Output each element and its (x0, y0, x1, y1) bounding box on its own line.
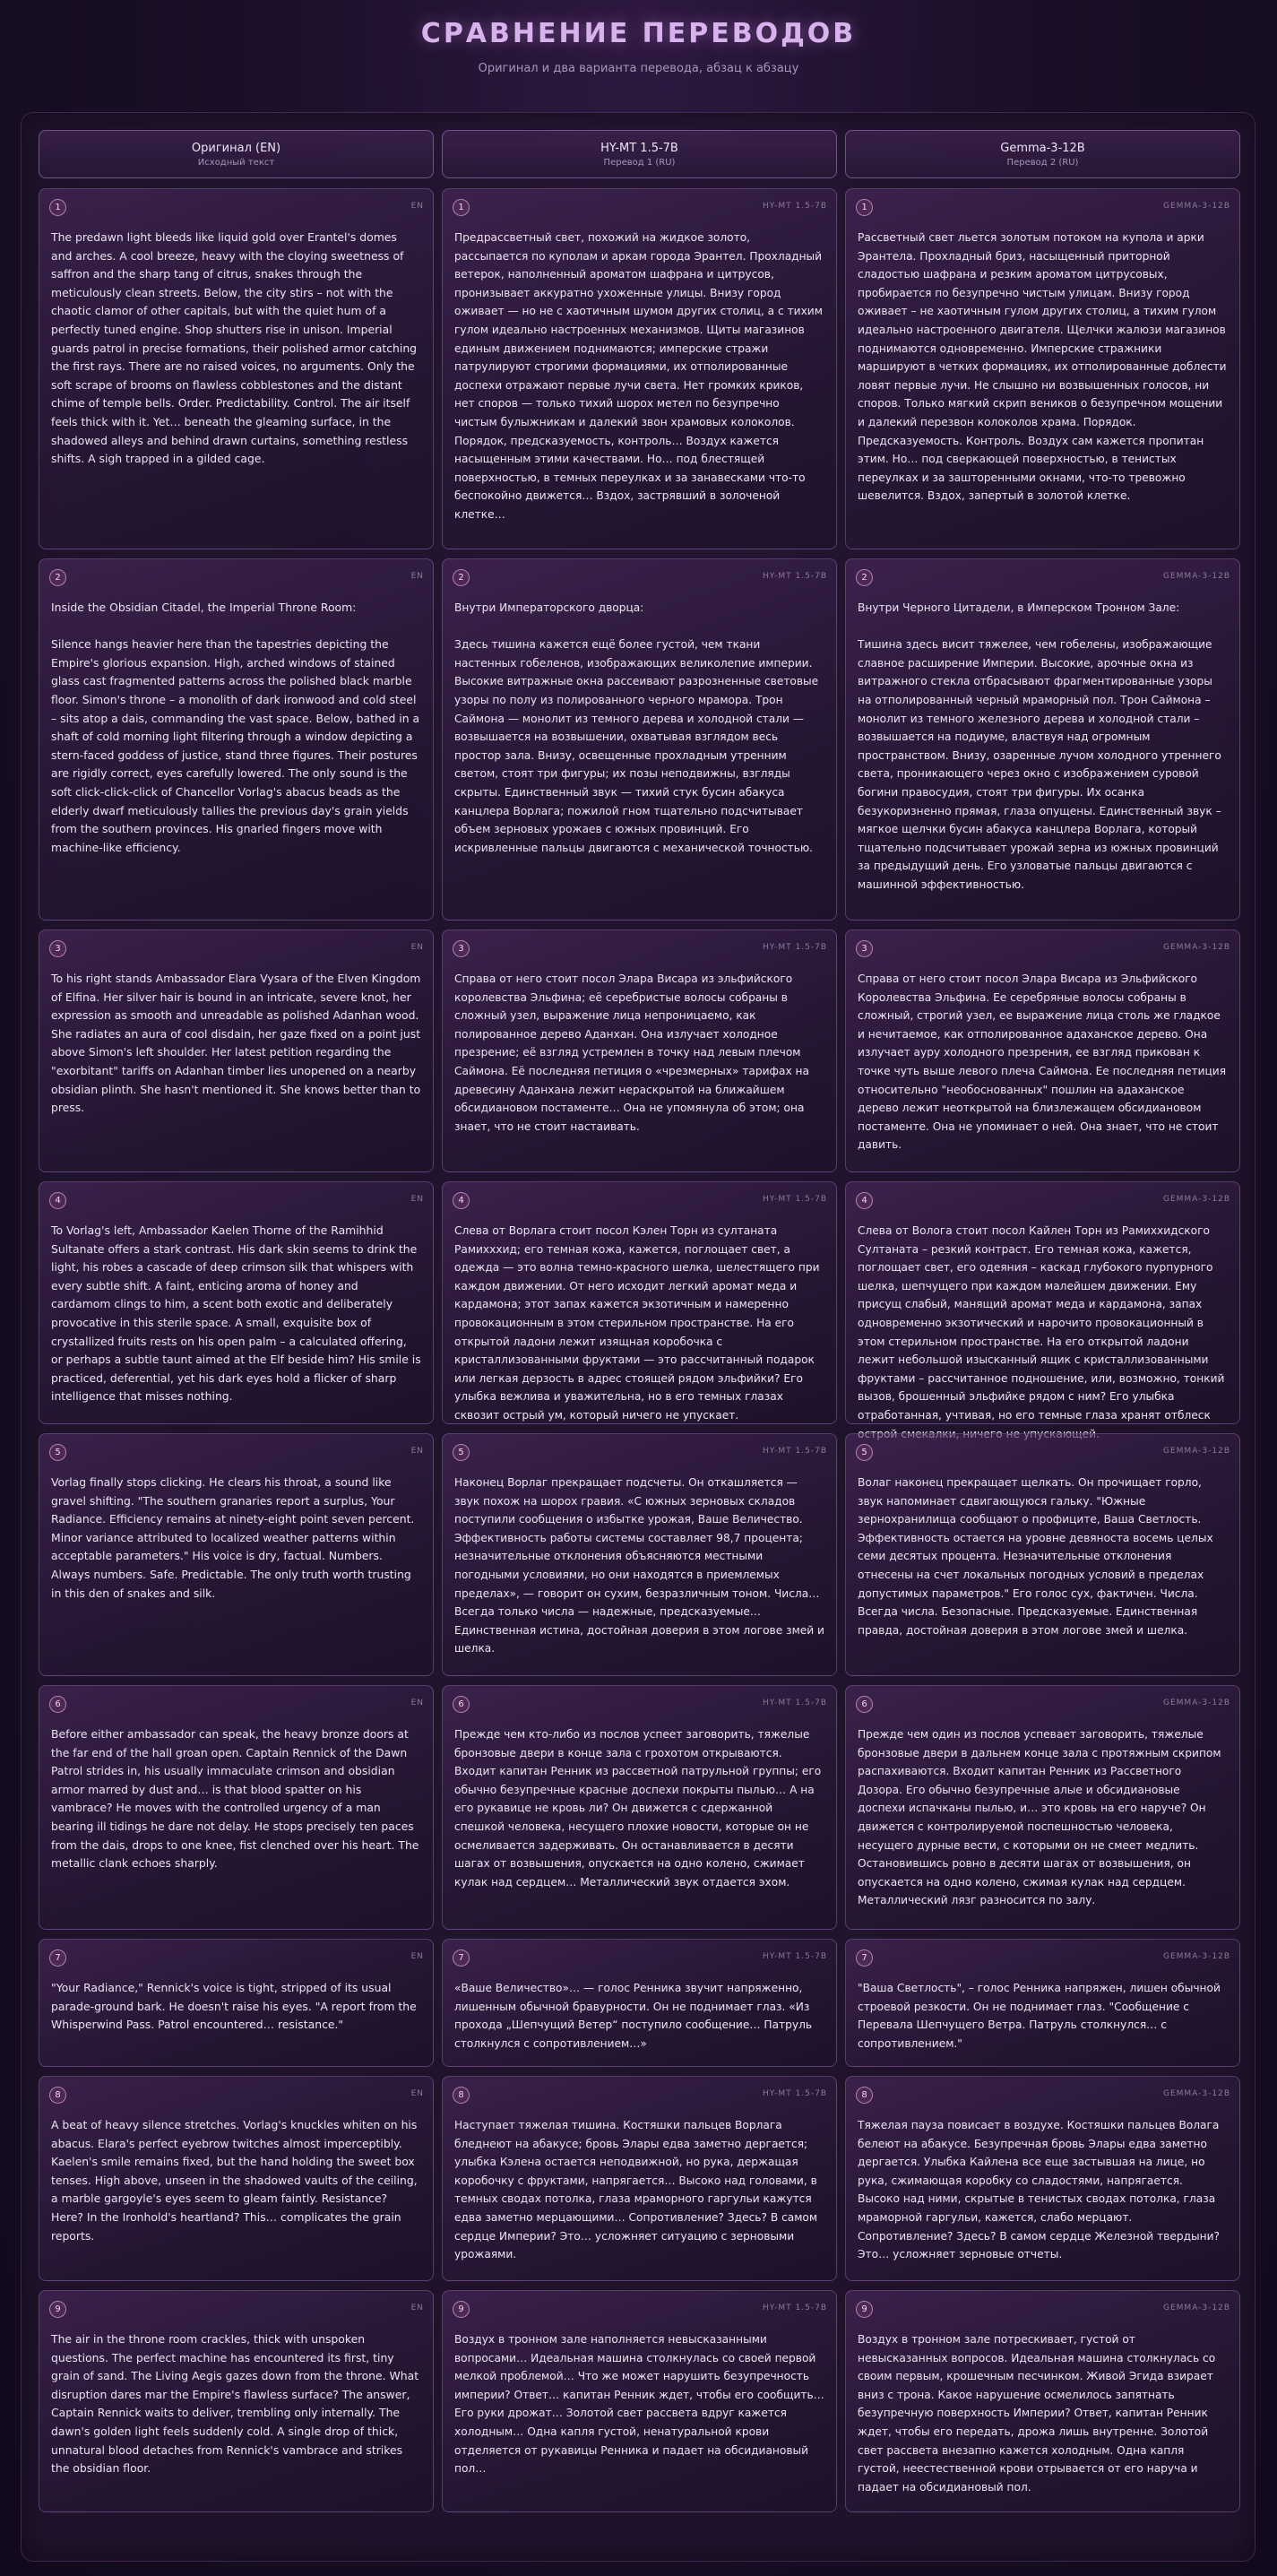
paragraph-cell-original (39, 188, 434, 549)
paragraph-cell-original (39, 1181, 434, 1424)
paragraph-text: A beat of heavy silence stretches. Vorlag's knuckles whiten on his abacus. Elara's perfect eyebrow twitches almost imperceptibly. Kaelen's smile remains fixed, but the hand holding the sweet box tenses. High above, unseen in the shadowed vaults of the ceiling, a marble gargoyle's eyes seem to gleam faintly. Resistance? Here? In the Ironhold's heartland? This… complicates the grain reports. (51, 2118, 418, 2243)
paragraph-text: Тяжелая пауза повисает в воздухе. Костяшки пальцев Волага белеют на абакусе. Безупречная бровь Элары едва заметно дергается. Улыбка Кайлена все еще застывшая на лице, но рука, сжимающая коробку со сладостями, напрягается. Высоко над ними, скрытые в тенистых сводах потолка, глаза мраморной гаргульи, кажется, слабо мерцают. Сопротивление? Здесь? В самом сердце Железной твердыни? Это… усложняет зерновые отчеты. (858, 2119, 1221, 2261)
paragraph-text: The air in the throne room crackles, thick with unspoken questions. The perfect machine has encountered its first, tiny grain of sand. The Living Aegis gazes down from the throne. What disruption dares mar the Empire's flawless surface? The answer, Captain Rennick waits to deliver, trembling only internally. The dawn's golden light feels suddenly cold. A single drop of thick, unnatural blood detaches from Rennick's vambrace and strikes the obsidian floor. (51, 2332, 419, 2476)
language-tag: GEMMA-3-12B (1163, 572, 1230, 581)
paragraph-cell-translation-1 (442, 2076, 837, 2281)
paragraph-number-badge: 6 (453, 1696, 470, 1713)
page-header (0, 0, 1277, 106)
language-tag: HY-MT 1.5-7B (762, 572, 827, 581)
paragraph-number-badge: 3 (856, 940, 873, 957)
paragraph-cell-translation-2 (845, 929, 1240, 1172)
paragraph-cell-translation-2 (845, 1181, 1240, 1424)
language-tag: HY-MT 1.5-7B (762, 202, 827, 211)
language-tag: EN (410, 2304, 424, 2312)
paragraph-cell-translation-2 (845, 558, 1240, 921)
paragraph-number-badge: 7 (856, 1949, 873, 1967)
paragraph-number-badge: 1 (49, 199, 66, 216)
paragraph-cell-original (39, 1433, 434, 1676)
column-headers (39, 130, 1239, 178)
paragraph-cell-translation-1 (442, 1939, 837, 2067)
language-tag: GEMMA-3-12B (1163, 1447, 1230, 1456)
paragraph-text: "Your Radiance," Rennick's voice is tight, stripped of its usual parade-ground bark. He doesn't raise his eyes. "A report from the Whisperwind Pass. Patrol encountered… resistance." (51, 1981, 417, 2032)
paragraph-number-badge: 3 (49, 940, 66, 957)
column-title: Оригинал (EN) (191, 141, 281, 155)
paragraph-text: Vorlag finally stops clicking. He clears his throat, a sound like gravel shifting. "The southern granaries report a surplus, Your Radiance. Efficiency remains at ninety-eight point seven percent. Minor variance attributed to localized weather patterns within acceptable parameters." His voice is dry, factual. Numbers. Always numbers. Safe. Predictable. The only truth worth trusting in this den of snakes and silk. (51, 1475, 415, 1600)
language-tag: HY-MT 1.5-7B (762, 1195, 827, 1204)
paragraph-number-badge: 5 (49, 1444, 66, 1461)
language-tag: EN (410, 572, 424, 581)
paragraph-number-badge: 4 (49, 1192, 66, 1209)
paragraph-text: «Ваше Величество»… — голос Ренника звучит напряженно, лишенным обычной бравурности. Он не поднимает глаз. «Из прохода „Шепчущий Ветер“ поступило сообщение… Патруль столкнулся с сопротивлением…» (454, 1982, 813, 2050)
paragraph-cell-translation-1 (442, 929, 837, 1172)
language-tag: GEMMA-3-12B (1163, 2089, 1230, 2098)
paragraph-cell-original (39, 1939, 434, 2067)
column-title: HY-MT 1.5-7B (600, 141, 678, 155)
language-tag: EN (410, 202, 424, 211)
paragraph-text: Наступает тяжелая тишина. Костяшки пальцев Ворлага бледнеют на абакусе; бровь Элары едва заметно дергается; улыбка Кэлена остается неподвижной, но рука, держащая коробочку с фруктами, напрягается… Высоко над головами, в темных сводах потолка, глаза мраморного гаргульи кажутся едва заметно мерцающими… Сопротивление? Здесь? В самом сердце Империи? Это… усложняет ситуацию с зерновыми урожаями. (454, 2119, 818, 2261)
paragraph-number-badge: 7 (453, 1949, 470, 1967)
paragraph-number-badge: 1 (856, 199, 873, 216)
language-tag: EN (410, 2089, 424, 2098)
paragraph-number-badge: 9 (49, 2301, 66, 2318)
paragraph-text: Воздух в тронном зале потрескивает, густой от невысказанных вопросов. Идеальная машина столкнулась со своим первым, крошечным песчинком. Живой Эгида взирает вниз с трона. Какое нарушение осмелилось запятнать безупречную поверхность Империи? Ответ, капитан Ренник ждет, чтобы его передать, дрожа лишь внутренне. Золотой свет рассвета внезапно кажется холодным. Одна капля густой, неестественной крови отрывается от его наруча и падает на обсидиановый пол. (858, 2333, 1216, 2494)
language-tag: HY-MT 1.5-7B (762, 1952, 827, 1961)
paragraph-text: To his right stands Ambassador Elara Vysara of the Elven Kingdom of Elfina. Her silver hair is bound in an intricate, severe knot, her expression as smooth and unreadable as polished Adanhan wood. She radiates an aura of cool disdain, her gaze fixed on a point just above Simon's left shoulder. Her latest petition regarding the "exorbitant" tariffs on Adanhan timber lies unopened on a nearby obsidian plinth. She hasn't mentioned it. She knows better than to press. (51, 972, 421, 1115)
language-tag: EN (410, 1952, 424, 1961)
language-tag: HY-MT 1.5-7B (762, 2304, 827, 2312)
paragraph-number-badge: 6 (49, 1696, 66, 1713)
paragraph-text: Справа от него стоит посол Элара Висара из эльфийского королевства Эльфина; её серебристые волосы собраны в сложный узел, выражение лица непроницаемо, как полированное дерево Аданхан. Она излучает холодное презрение; её взгляд устремлен в точку над левым плечом Саймона. Её последняя петиция о «чрезмерных» тарифах на древесину Аданхана лежит нераскрытой на ближайшем обсидиановом постаменте… Она не упомянула об этом; она знает, что не стоит настаивать. (454, 972, 809, 1133)
language-tag: EN (410, 1447, 424, 1456)
language-tag: EN (410, 943, 424, 952)
paragraph-text: Волаг наконец прекращает щелкать. Он прочищает горло, звук напоминает сдвигающуюся гальку. "Южные зернохранилища сообщают о профиците, Ваша Светлость. Эффективность остается на уровне девяноста восемь целых семи десятых процента. Незначительные отклонения отнесены на счет локальных погодных условий в пределах допустимых параметров." Его голос сух, фактичен. Числа. Всегда числа. Безопасные. Предсказуемые. Единственная правда, достойная доверия в этом логове змей и шелка. (858, 1476, 1213, 1637)
paragraph-cell-translation-2 (845, 2290, 1240, 2512)
paragraph-cell-original (39, 2076, 434, 2281)
paragraph-number-badge: 5 (856, 1444, 873, 1461)
page-title: СРАВНЕНИЕ ПЕРЕВОДОВ (420, 18, 857, 49)
paragraph-cell-translation-1 (442, 558, 837, 921)
language-tag: HY-MT 1.5-7B (762, 2089, 827, 2098)
paragraph-text: "Ваша Светлость", – голос Ренника напряжен, лишен обычной строевой резкости. Он не поднимает глаз. "Сообщение с Перевала Шепчущего Ветра. Патруль столкнулся… с сопротивлением." (858, 1982, 1221, 2050)
language-tag: GEMMA-3-12B (1163, 1699, 1230, 1707)
paragraph-cell-translation-1 (442, 2290, 837, 2512)
paragraph-number-badge: 2 (856, 569, 873, 586)
language-tag: EN (410, 1195, 424, 1204)
paragraph-text: Inside the Obsidian Citadel, the Imperial Throne Room: Silence hangs heavier here than the tapestries depicting the Empire's glorious expansion. High, arched windows of stained glass cast fragmented patterns across the polished black marble floor. Simon's throne – a monolith of dark ironwood and cold steel – sits atop a dais, commanding the vast space. Below, bathed in a shaft of cold morning light filtering through a window depicting a stern-faced goddess of justice, stand three figures. Their postures are rigidly correct, eyes carefully lowered. The only sound is the soft click-click-click of Chancellor Vorlag's abacus beads as the elderly dwarf meticulously tallies the previous day's grain yields from the southern provinces. His gnarled fingers move with machine-like efficiency. (51, 601, 420, 854)
paragraph-cell-translation-1 (442, 1685, 837, 1930)
paragraph-cell-original (39, 2290, 434, 2512)
column-header-translation-2 (845, 130, 1240, 178)
paragraph-number-badge: 3 (453, 940, 470, 957)
paragraph-cell-translation-1 (442, 1181, 837, 1424)
paragraph-number-badge: 8 (49, 2087, 66, 2104)
paragraph-cell-translation-1 (442, 1433, 837, 1676)
paragraph-text: Прежде чем кто-либо из послов успеет заговорить, тяжелые бронзовые двери в конце зала с грохотом открываются. Входит капитан Ренник из рассветной патрульной группы; его обычно безупречные красные доспехи покрыты пылью… А на его рукавице не кровь ли? Он движется с сдержанной спешкой человека, несущего плохие новости, которые он не осмеливается задерживать. Он останавливается в десяти шагах от возвышения, опускается на одно колено, сжимает кулак над сердцем… Металлический звук отдается эхом. (454, 1728, 822, 1889)
language-tag: HY-MT 1.5-7B (762, 1699, 827, 1707)
paragraph-cell-translation-1 (442, 188, 837, 549)
paragraph-number-badge: 2 (49, 569, 66, 586)
column-subtitle: Перевод 1 (RU) (603, 157, 676, 168)
paragraph-cell-translation-2 (845, 2076, 1240, 2281)
page-subtitle: Оригинал и два варианта перевода, абзац к абзацу (478, 62, 799, 75)
paragraph-number-badge: 9 (856, 2301, 873, 2318)
language-tag: GEMMA-3-12B (1163, 943, 1230, 952)
paragraph-cell-translation-2 (845, 1685, 1240, 1930)
paragraph-cell-original (39, 1685, 434, 1930)
paragraph-text: Прежде чем один из послов успевает заговорить, тяжелые бронзовые двери в дальнем конце зала с протяжным скрипом распахиваются. Входит капитан Ренник из Рассветного Дозора. Его обычно безупречные алые и обсидиановые доспехи испачканы пылью, и… это кровь на его наруче? Он движется с контролируемой поспешностью человека, несущего дурные вести, с которыми он не смеет медлить. Остановившись ровно в десяти шагах от возвышения, он опускается на одно колено, сжимая кулак над сердцем. Металлический лязг разносится по залу. (858, 1728, 1221, 1907)
paragraph-text: Before either ambassador can speak, the heavy bronze doors at the far end of the hall groan open. Captain Rennick of the Dawn Patrol strides in, his usually immaculate crimson and obsidian armor marred by dust and… is that blood spatter on his vambrace? He moves with the controlled urgency of a man bearing ill tidings he dare not delay. He stops precisely ten paces from the dais, drops to one knee, fist clenched over his heart. The metallic clank echoes sharply. (51, 1727, 419, 1871)
language-tag: HY-MT 1.5-7B (762, 1447, 827, 1456)
language-tag: GEMMA-3-12B (1163, 1952, 1230, 1961)
paragraph-number-badge: 6 (856, 1696, 873, 1713)
language-tag: GEMMA-3-12B (1163, 1195, 1230, 1204)
paragraph-text: The predawn light bleeds like liquid gold over Erantel's domes and arches. A cool breeze, heavy with the cloying sweetness of saffron and the sharp tang of citrus, snakes through the meticulously clean streets. Below, the city stirs – not with the chaotic clamor of other capitals, but with the quiet hum of a perfectly tuned engine. Shop shutters rise in unison. Imperial guards patrol in precise formations, their polished armor catching the first rays. There are no raised voices, no arguments. Only the soft scrape of brooms on flawless cobblestones and the distant chime of temple bells. Order. Predictability. Control. The air itself feels thick with it. Yet… beneath the gleaming surface, in the shadowed alleys and behind drawn curtains, something restless shifts. A sigh trapped in a gilded cage. (51, 230, 418, 466)
language-tag: GEMMA-3-12B (1163, 202, 1230, 211)
paragraph-text: Воздух в тронном зале наполняется невысказанными вопросами… Идеальная машина столкнулась со своей первой мелкой проблемой… Что же может нарушить безупречность империи? Ответ… капитан Ренник ждет, чтобы его сообщить… Его руки дрожат… Золотой свет рассвета вдруг кажется холодным… Одна капля густой, ненатуральной крови отделяется от рукавицы Ренника и падает на обсидиановый пол… (454, 2333, 824, 2476)
paragraph-cell-translation-2 (845, 188, 1240, 549)
paragraph-text: Рассветный свет льется золотым потоком на купола и арки Эрантела. Прохладный бриз, насыщенный приторной сладостью шафрана и резким ароматом цитрусовых, пробирается по безупречно чистым улицам. Внизу город оживает – не хаотичным гулом других столиц, а тихим гулом идеально настроенного двигателя. Щелчки жалюзи магазинов поднимаются одновременно. Имперские стражники маршируют в четких формациях, их отполированные доблести ловят первые лучи. Не слышно ни возвышенных голосов, ни споров. Только мягкий скрип веников о безупречном мощении и далекий перезвон колоколов храма. Порядок. Предсказуемость. Контроль. Воздух сам кажется пропитан этим. Но… под сверкающей поверхностью, в тенистых переулках и за зашторенными окнами, что-то тревожно шевелится. Вздох, запертый в золотой клетке. (858, 231, 1227, 503)
paragraph-number-badge: 2 (453, 569, 470, 586)
paragraph-text: Слева от Ворлага стоит посол Кэлен Торн из султаната Рамихххид; его темная кожа, кажется, поглощает свет, а одежда — это волна темно-красного шелка, шелестящего при каждом движении. От него исходит легкий аромат меда и кардамона; этот запах кажется экзотичным и намеренно провокационным в этом стерильном пространстве. На его открытой ладони лежит изящная коробочка с кристаллизованными фруктами — это рассчитанный подарок или легкая дерзость в адрес стоящей рядом эльфийки? Его улыбка вежлива и уважительна, но в его темных глазах сквозит острый ум, который ничего не упускает. (454, 1224, 820, 1422)
paragraph-cell-original (39, 929, 434, 1172)
column-header-translation-1 (442, 130, 837, 178)
paragraph-cell-original (39, 558, 434, 921)
column-subtitle: Исходный текст (197, 157, 275, 168)
column-title: Gemma-3-12B (1000, 141, 1085, 155)
paragraph-text: Предрассветный свет, похожий на жидкое золото, рассыпается по куполам и аркам города Эрантел. Прохладный ветерок, наполненный ароматом шафрана и цитрусов, пронизывает аккуратно ухоженные улицы. Внизу город оживает — но не с хаотичным шумом других столиц, а с тихим гулом идеально настроенных механизмов. Щиты магазинов единым движением поднимаются; имперские стражи патрулируют строгими формациями, их отполированные доспехи отражают первые лучи света. Нет громких криков, нет споров — только тихий шорох метел по безупречно чистым булыжникам и далекий звон храмовых колоколов. Порядок, предсказуемость, контроль… Воздух кажется насыщенным этими качествами. Но… под блестящей поверхностью, в темных переулках и за занавесками что-то беспокойно движется… Вздох, застрявший в золоченой клетке… (454, 231, 823, 521)
paragraph-text: Внутри Черного Цитадели, в Имперском Тронном Зале: Тишина здесь висит тяжелее, чем гобелены, изображающие славное расширение Империи. Высокие, арочные окна из витражного стекла отбрасывают фрагментированные узоры на отполированный черный мраморный пол. Трон Саймона – монолит из темного железного дерева и холодной стали – возвышается на подиуме, властвуя над огромным пространством. Внизу, озаренные лучом холодного утреннего света, проникающего через окно с изображением суровой богини правосудия, стоят три фигуры. Их осанка безукоризненно прямая, глаза опущены. Единственный звук – мягкое щелчки бусин абакуса канцлера Ворлага, который тщательно подсчитывает урожай зерна из южных провинций за предыдущий день. Его узловатые пальцы двигаются с машинной эффективностью. (858, 601, 1221, 891)
paragraph-text: Внутри Императорского дворца: Здесь тишина кажется ещё более густой, чем ткани настенных гобеленов, изображающих великолепие империи. Высокие витражные окна рассеивают разрозненные световые узоры по полу из полированного черного мрамора. Трон Саймона — монолит из темного дерева и холодной стали — возвышается на возвышении, охватывая взглядом весь простор зала. Внизу, освещенные прохладным утренним светом, стоят три фигуры; их позы неподвижны, взгляды скрыты. Единственный звук — тихий стук бусин абакуса канцлера Ворлага; пожилой гном тщательно подсчитывает объем зерновых урожаев с южных провинций. Его искривленные пальцы двигаются с механической точностью. (454, 601, 819, 854)
paragraph-text: Наконец Ворлаг прекращает подсчеты. Он откашляется — звук похож на шорох гравия. «С южных зерновых складов поступили сообщения о избытке урожая, Ваше Величество. Эффективность работы системы составляет 98,7 процента; незначительные отклонения объясняются местными погодными условиями, но они находятся в приемлемых пределах», — говорит он сухим, безразличным тоном. Числа… Всегда только числа — надежные, предсказуемые… Единственная истина, достойная доверия в этом логове змей и шелка. (454, 1476, 824, 1655)
paragraph-number-badge: 8 (856, 2087, 873, 2104)
column-header-original (39, 130, 434, 178)
paragraph-cell-translation-2 (845, 1433, 1240, 1676)
language-tag: GEMMA-3-12B (1163, 2304, 1230, 2312)
language-tag: HY-MT 1.5-7B (762, 943, 827, 952)
paragraph-text: Слева от Вологa стоит посол Кайлен Торн из Рамиххидского Султаната – резкий контраст. Его темная кожа, кажется, поглощает свет, его одеяния – каскад глубокого пурпурного шелка, шепчущего при каждом малейшем движении. Ему присущ слабый, манящий аромат меда и кардамона, запах одновременно экзотический и нарочито провокационный в этом стерильном пространстве. На его открытой ладони лежит небольшой изысканный ящик с кристаллизованными фруктами – рассчитанное подношение, или, возможно, тонкий вызов, брошенный эльфийке рядом с ним? Его улыбка отработанная, учтивая, но его темные глаза хранят отблеск (858, 1224, 1225, 1422)
language-tag: EN (410, 1699, 424, 1707)
paragraph-number-badge: 4 (856, 1192, 873, 1209)
paragraph-number-badge: 9 (453, 2301, 470, 2318)
paragraph-number-badge: 4 (453, 1192, 470, 1209)
paragraph-number-badge: 1 (453, 199, 470, 216)
paragraph-number-badge: 7 (49, 1949, 66, 1967)
column-subtitle: Перевод 2 (RU) (1006, 157, 1079, 168)
paragraph-cell-translation-2 (845, 1939, 1240, 2067)
paragraph-text: Справа от него стоит посол Элара Висара из Эльфийского Королевства Эльфина. Ее серебряные волосы собраны в сложный, строгий узел, ее выражение лица столь же гладкое и нечитаемое, как отполированное адаханское дерево. Она излучает ауру холодного презрения, ее взгляд прикован к точке чуть выше левого плеча Саймона. Ее последняя петиция относительно "необоснованных" пошлин на адаханское дерево лежит неоткрытой на близлежащем обсидиановом постаменте. Она не упоминает о ней. Она знает, что не стоит давить. (858, 972, 1227, 1152)
paragraph-number-badge: 5 (453, 1444, 470, 1461)
paragraph-text: To Vorlag's left, Ambassador Kaelen Thorne of the Ramihhid Sultanate offers a stark contrast. His dark skin seems to drink the light, his robes a cascade of deep crimson silk that whispers with every subtle shift. A faint, enticing aroma of honey and cardamom clings to him, a scent both exotic and deliberately provocative in this sterile space. A small, exquisite box of crystallized fruits rests on his open palm – a calculated offering, or perhaps a subtle taunt aimed at the Elf beside him? His smile is practiced, deferential, yet his dark eyes hold a flicker of sharp intelligence that misses nothing. (51, 1223, 421, 1404)
paragraph-number-badge: 8 (453, 2087, 470, 2104)
paragraph-rows (39, 188, 1239, 2512)
